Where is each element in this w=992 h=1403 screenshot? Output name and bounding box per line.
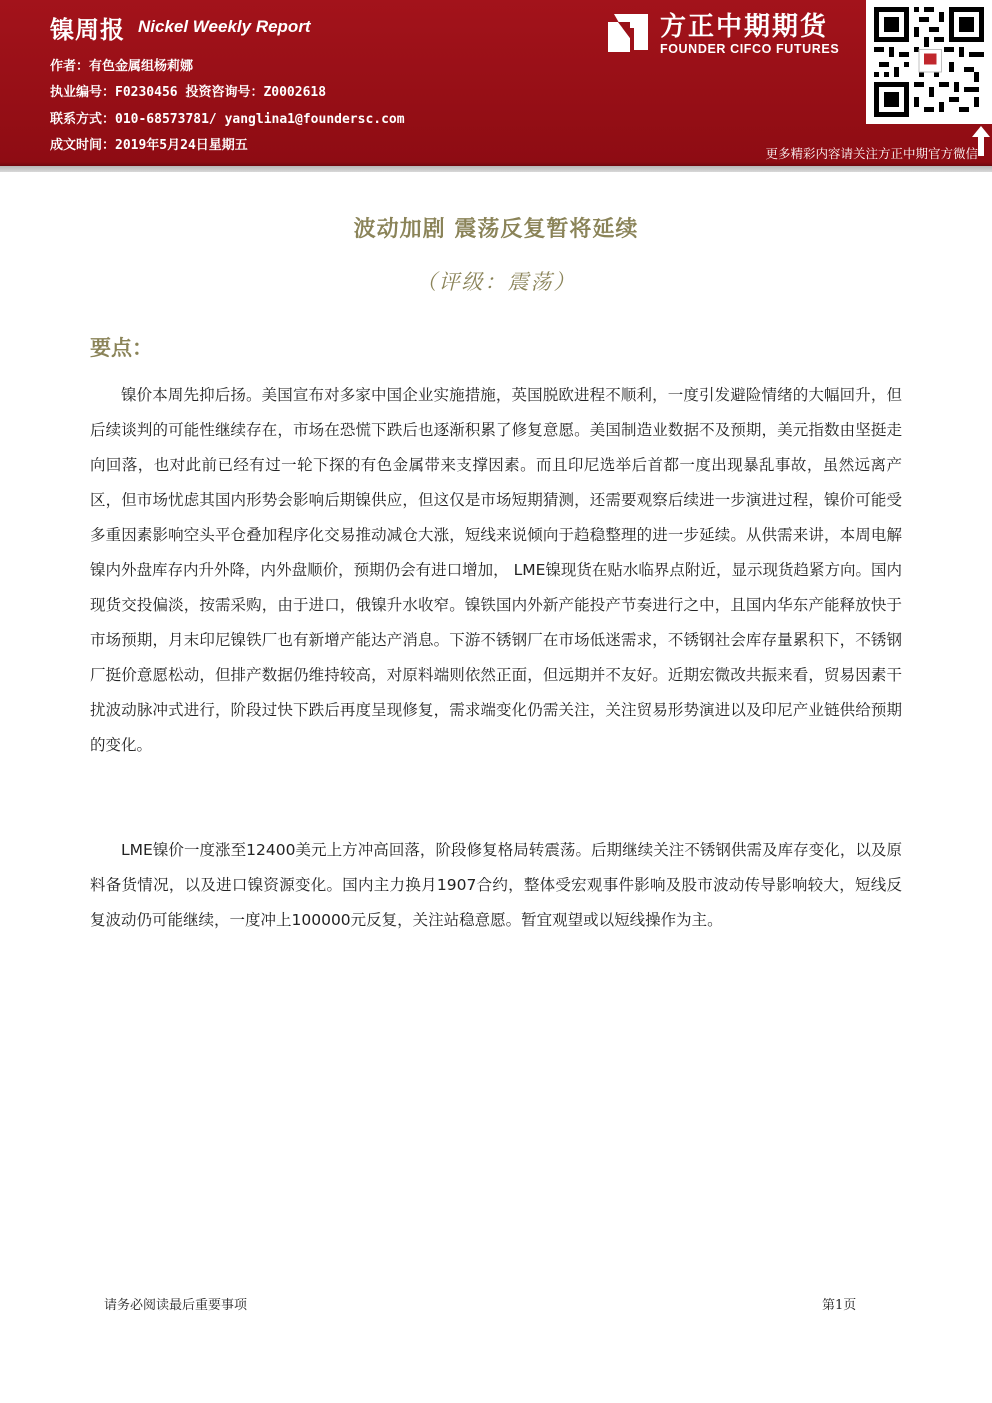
report-name: 镍周报: [50, 16, 125, 44]
report-name-en: Nickel Weekly Report: [138, 17, 311, 36]
author-line: 作者：有色金属组杨莉娜: [50, 59, 194, 74]
brand-name-en: FOUNDER CIFCO FUTURES: [660, 42, 840, 56]
document-title: 波动加剧 震荡反复暂将延续: [353, 216, 639, 242]
key-points-heading: 要点：: [90, 335, 153, 360]
page-number: 第1页: [822, 1298, 857, 1313]
header-divider: [0, 162, 992, 172]
report-header: [0, 0, 992, 162]
outlook-paragraph: LME镍价一度涨至12400美元上方冲高回落，阶段修复格局转震荡。后期继续关注不锈钢供需及库存变化，以及原料备货情况，以及进口镍资源变化。国内主力换月1907合约，整体受宏观事件影响及股市波动传导影响较大，短线反复波动仍可能继续，一度冲上100000元反复，关注站稳意愿。暂宜观望或以短线操作为主。: [90, 841, 902, 929]
founder-logo-icon: [604, 8, 652, 56]
brand-name-cn: 方正中期期货: [660, 12, 829, 42]
license-line: 执业编号：F0230456 投资咨询号：Z0002618: [50, 85, 327, 100]
qr-code-icon: [866, 0, 992, 124]
footer-disclaimer-note: 请务必阅读最后重要事项: [104, 1298, 248, 1313]
wechat-follow-note: 更多精彩内容请关注方正中期官方微信: [765, 146, 978, 161]
date-line: 成文时间：2019年5月24日星期五: [50, 138, 248, 153]
contact-line: 联系方式：010-68573781/ yanglina1@foundersc.com: [50, 112, 405, 127]
key-points-paragraph: 镍价本周先抑后扬。美国宣布对多家中国企业实施措施，英国脱欧进程不顺利，一度引发避险情绪的大幅回升，但后续谈判的可能性继续存在，市场在恐慌下跌后也逐渐积累了修复意愿。美国制造业数据不及预期，美元指数由坚挺走向回落，也对此前已经有过一轮下探的有色金属带来支撑因素。而且印尼选举后首都一度出现暴乱事故，虽然远离产区，但市场忧虑其国内形势会影响后期镍供应，但这仅是市场短期猜测，还需要观察后续进一步演进过程，镍价可能受多重因素影响空头平仓叠加程序化交易推动减仓大涨，短线来说倾向于趋稳整理的进一步延续。从供需来讲，本周电解镍内外盘库存内升外降，内外盘顺价，预期仍会有进口增加， LME镍现货在贴水临界点附近，显示现货趋紧方向。国内现货交投偏淡，按需采购，由于进口，俄镍升水收窄。镍铁国内外新产能投产节奏进行之中，且国内华东产能释放快于市场预期，月末印尼镍铁厂也有新增产能达产消息。下游不锈钢厂在市场低迷需求，不锈钢社会库存量累积下，不锈钢厂挺价意愿松动，但排产数据仍维持较高，对原料端则依然正面，但远期并不友好。近期宏微改共振来看，贸易因素干扰波动脉冲式进行，阶段过快下跌后再度呈现修复，需求端变化仍需关注，关注贸易形势演进以及印尼产业链供给预期的变化。: [90, 386, 902, 754]
rating-label: （评级：震荡）: [415, 270, 577, 294]
up-arrow-icon: [972, 126, 990, 156]
